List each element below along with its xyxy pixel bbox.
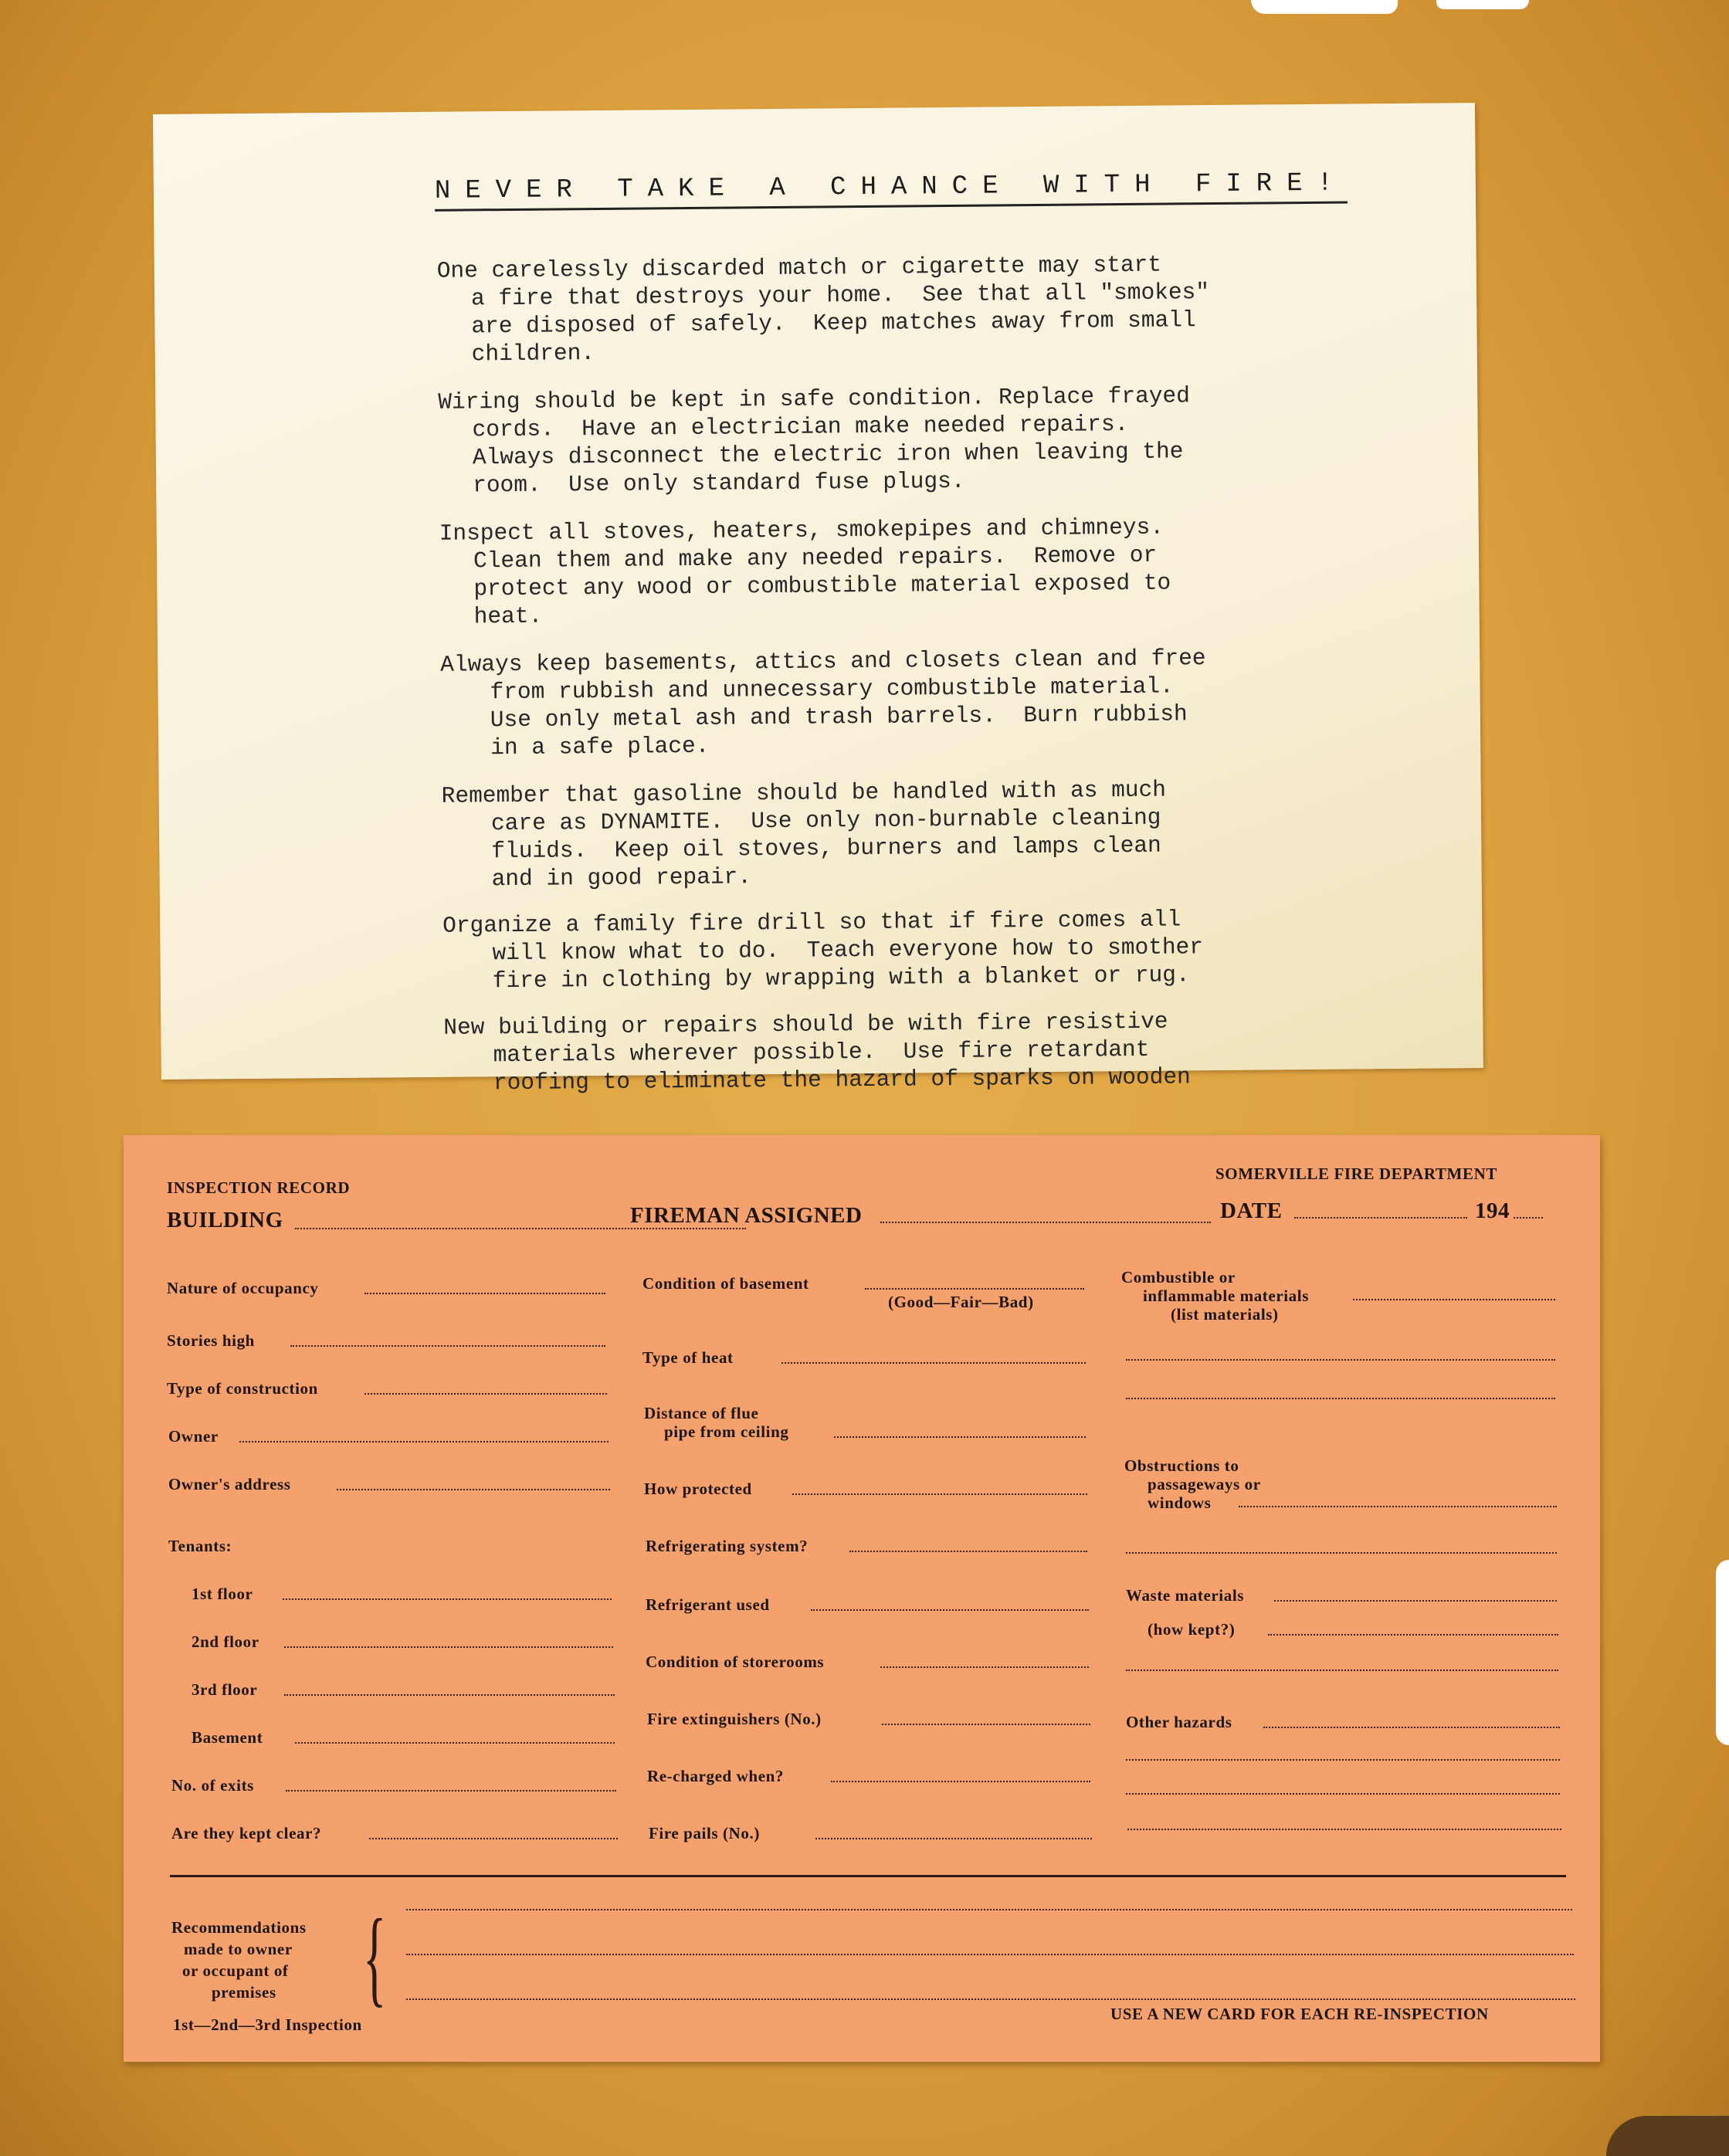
notice-line: room. Use only standard fuse plugs.: [473, 467, 965, 499]
owner-field[interactable]: [239, 1441, 609, 1442]
notice-line: New building or repairs should be with fire resistive: [443, 1008, 1168, 1041]
condition-of-basement-label: Condition of basement: [642, 1274, 809, 1293]
waste-materials-line-3[interactable]: [1126, 1670, 1558, 1671]
recommendations-label-2: made to owner: [184, 1940, 293, 1958]
notice-line: and in good repair.: [491, 863, 752, 893]
obstructions-label-1: Obstructions to: [1124, 1456, 1239, 1475]
department-name: SOMERVILLE FIRE DEPARTMENT: [1215, 1164, 1497, 1183]
recommendations-label-3: or occupant of: [182, 1961, 289, 1980]
waste-materials-field[interactable]: [1274, 1600, 1557, 1602]
type-of-construction-label: Type of construction: [167, 1379, 318, 1398]
other-hazards-line-3[interactable]: [1126, 1793, 1560, 1795]
basement-label: Basement: [192, 1728, 263, 1747]
fireman-assigned-label: FIREMAN ASSIGNED: [630, 1203, 863, 1228]
flue-distance-label-1: Distance of flue: [644, 1404, 759, 1422]
condition-of-basement-field[interactable]: [865, 1288, 1084, 1290]
torn-edge-bottom-right: [1606, 2116, 1729, 2156]
notice-line: care as DYNAMITE. Use only non-burnable cleaning: [490, 804, 1161, 837]
card-divider: [170, 1875, 1566, 1877]
notice-line: in a safe place.: [490, 732, 710, 761]
torn-edge-top: [1251, 0, 1398, 14]
flue-distance-field[interactable]: [834, 1436, 1086, 1438]
exits-kept-clear-field[interactable]: [369, 1838, 618, 1839]
recommendations-line-1[interactable]: [406, 1909, 1572, 1910]
notice-line: will know what to do. Teach everyone how to smother: [492, 934, 1204, 967]
combustible-materials-label-3: (list materials): [1171, 1305, 1279, 1324]
notice-paragraph-wiring: [438, 381, 1319, 500]
notice-paragraph-building: [443, 1006, 1324, 1097]
inspection-record-card: [124, 1135, 1600, 2062]
notice-title: NEVER TAKE A CHANCE WITH FIRE!: [435, 169, 1348, 212]
fireman-assigned-field[interactable]: [880, 1222, 1211, 1223]
notice-line: materials wherever possible. Use fire retardant: [493, 1036, 1150, 1069]
second-floor-field[interactable]: [284, 1646, 613, 1648]
notice-line: Remember that gasoline should be handled with as much: [441, 776, 1167, 809]
notice-line: are disposed of safely. Keep matches away from small: [471, 307, 1196, 340]
notice-paragraph-fire-drill: [442, 904, 1324, 995]
recharged-when-label: Re-charged when?: [647, 1767, 784, 1785]
new-card-note: USE A NEW CARD FOR EACH RE-INSPECTION: [1110, 2005, 1489, 2023]
second-floor-label: 2nd floor: [192, 1632, 259, 1651]
date-field[interactable]: [1294, 1217, 1467, 1219]
notice-line: Organize a family fire drill so that if fire comes all: [442, 906, 1181, 939]
exits-kept-clear-label: Are they kept clear?: [171, 1824, 322, 1842]
other-hazards-label: Other hazards: [1126, 1713, 1232, 1731]
notice-line: heat.: [473, 602, 543, 630]
flue-distance-label-2: pipe from ceiling: [664, 1422, 789, 1441]
owners-address-label: Owner's address: [168, 1475, 291, 1493]
year-prefix: 194: [1475, 1198, 1510, 1223]
condition-of-storerooms-field[interactable]: [880, 1666, 1089, 1668]
notice-line: One carelessly discarded match or cigarette may start: [436, 251, 1162, 284]
type-of-heat-label: Type of heat: [642, 1348, 734, 1367]
combustible-materials-field[interactable]: [1353, 1299, 1555, 1300]
recommendations-brace-icon: {: [363, 1897, 387, 2017]
other-hazards-line-4[interactable]: [1127, 1829, 1561, 1830]
notice-line: cords. Have an electrician make needed repairs.: [472, 410, 1129, 443]
building-label: BUILDING: [167, 1208, 283, 1232]
waste-materials-label: Waste materials: [1126, 1586, 1245, 1605]
owners-address-field[interactable]: [337, 1489, 610, 1490]
year-field[interactable]: [1514, 1217, 1543, 1219]
obstructions-label-3: windows: [1148, 1493, 1212, 1512]
notice-line: fluids. Keep oil stoves, burners and lamps clean: [491, 832, 1161, 865]
how-protected-field[interactable]: [792, 1493, 1087, 1495]
condition-of-storerooms-label: Condition of storerooms: [646, 1653, 825, 1671]
other-hazards-line-2[interactable]: [1126, 1759, 1560, 1761]
basement-condition-scale: (Good—Fair—Bad): [888, 1293, 1034, 1311]
notice-line: fire in clothing by wrapping with a blanket or rug.: [492, 961, 1190, 995]
owner-label: Owner: [168, 1427, 219, 1446]
inspection-sequence-label: 1st—2nd—3rd Inspection: [173, 2015, 362, 2034]
notice-line: Use only metal ash and trash barrels. Burn rubbish: [490, 700, 1188, 734]
record-label: INSPECTION RECORD: [167, 1178, 351, 1197]
waste-how-kept-field[interactable]: [1268, 1634, 1558, 1636]
obstructions-field[interactable]: [1239, 1506, 1557, 1507]
torn-edge-right: [1716, 1560, 1729, 1745]
notice-paragraph-rubbish: [440, 643, 1321, 762]
nature-of-occupancy-label: Nature of occupancy: [167, 1279, 319, 1297]
fire-extinguishers-label: Fire extinguishers (No.): [647, 1710, 822, 1728]
recharged-when-field[interactable]: [831, 1781, 1090, 1782]
fire-pails-label: Fire pails (No.): [649, 1824, 760, 1842]
stories-high-label: Stories high: [167, 1331, 255, 1350]
first-floor-label: 1st floor: [192, 1585, 253, 1603]
combustible-materials-label-2: inflammable materials: [1143, 1286, 1309, 1305]
notice-line: a fire that destroys your home. See that all "smokes": [470, 279, 1210, 312]
refrigerating-system-field[interactable]: [849, 1551, 1087, 1552]
date-label: DATE: [1220, 1198, 1283, 1223]
notice-line: from rubbish and unnecessary combustible material.: [490, 673, 1174, 706]
notice-paragraph-gasoline: [442, 775, 1323, 893]
torn-edge-top-right: [1436, 0, 1529, 9]
notice-line: Always keep basements, attics and closets clean and free: [440, 645, 1206, 678]
notice-line: children.: [471, 340, 595, 368]
fire-safety-notice: [153, 103, 1483, 1097]
number-of-exits-field[interactable]: [286, 1790, 616, 1792]
notice-line: roofing to eliminate the hazard of sparks on wooden: [493, 1063, 1191, 1097]
notice-line: protect any wood or combustible material exposed to: [473, 569, 1171, 602]
other-hazards-field[interactable]: [1263, 1727, 1560, 1728]
notice-line: Inspect all stoves, heaters, smokepipes and chimneys.: [439, 514, 1165, 547]
type-of-construction-field[interactable]: [364, 1393, 607, 1395]
third-floor-field[interactable]: [284, 1694, 615, 1696]
notice-line: Wiring should be kept in safe condition. Replace frayed: [438, 382, 1191, 415]
combustible-materials-line-3[interactable]: [1126, 1398, 1555, 1399]
recommendations-line-3[interactable]: [406, 1998, 1575, 2000]
recommendations-label-1: Recommendations: [171, 1918, 307, 1937]
combustible-materials-label-1: Combustible or: [1121, 1268, 1236, 1286]
type-of-heat-field[interactable]: [781, 1362, 1086, 1364]
refrigerant-used-label: Refrigerant used: [646, 1595, 770, 1614]
obstructions-label-2: passageways or: [1148, 1475, 1261, 1493]
number-of-exits-label: No. of exits: [171, 1776, 254, 1795]
notice-paragraph-matches: [437, 249, 1318, 368]
recommendations-line-2[interactable]: [406, 1954, 1574, 1955]
notice-line: Clean them and make any needed repairs. Remove or: [473, 541, 1158, 575]
recommendations-label-4: premises: [212, 1983, 276, 2002]
refrigerant-used-field[interactable]: [811, 1609, 1089, 1611]
fire-pails-field[interactable]: [815, 1838, 1092, 1839]
fire-extinguishers-field[interactable]: [882, 1724, 1090, 1725]
tenants-label: Tenants:: [168, 1537, 232, 1555]
notice-line: Always disconnect the electric iron when leaving the: [472, 438, 1184, 471]
first-floor-field[interactable]: [283, 1598, 612, 1600]
basement-field[interactable]: [295, 1742, 615, 1744]
how-protected-label: How protected: [644, 1480, 752, 1498]
obstructions-line-2[interactable]: [1126, 1552, 1557, 1554]
stories-high-field[interactable]: [290, 1345, 605, 1347]
waste-how-kept-label: (how kept?): [1148, 1620, 1236, 1639]
refrigerating-system-label: Refrigerating system?: [646, 1537, 809, 1555]
third-floor-label: 3rd floor: [192, 1680, 258, 1699]
combustible-materials-line-2[interactable]: [1126, 1359, 1555, 1361]
nature-of-occupancy-field[interactable]: [364, 1293, 605, 1294]
notice-paragraph-stoves: [439, 512, 1320, 631]
